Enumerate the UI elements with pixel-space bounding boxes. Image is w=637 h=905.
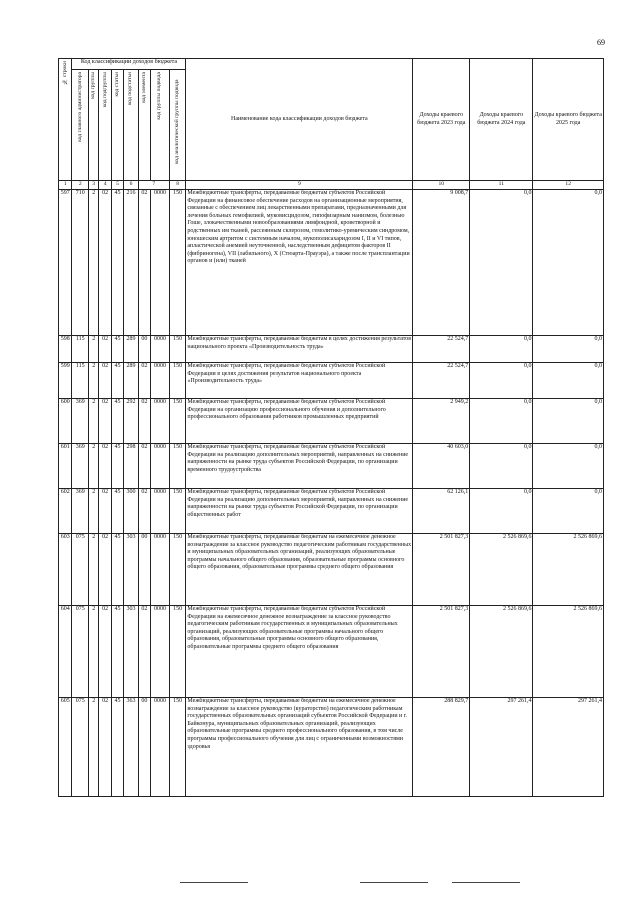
cell-subgroup: 02 [99,363,111,399]
cell-group: 2 [89,444,99,489]
header-income-2025: Доходы краевого бюджета 2025 года [533,59,604,181]
cell-y2025: 0,0 [533,336,604,363]
cell-admin: 369 [72,444,89,489]
cell-subgroup: 02 [99,399,111,444]
column-number: 5 [111,181,123,190]
table-row [59,363,604,399]
cell-admin: 369 [72,399,89,444]
cell-subgroup: 02 [99,190,111,336]
header-subgroup-code [99,70,111,181]
cell-subarticle: 216 [124,190,139,336]
cell-analytic: 150 [169,606,186,698]
cell-subarticle: 303 [124,606,139,698]
cell-group: 2 [89,606,99,698]
cell-y2023: 2 501 827,3 [413,534,470,606]
header-subtype-group-code [151,70,170,181]
cell-name: Межбюджетные трансферты, передаваемые бюджетам субъектов Российской Федерации на реализацию дополнительных мероприятий, направленных на снижение напряженности на рынке труда субъектов Российской Федерации, по организации временного трудоустройства [186,444,413,489]
header-admin-code-text: код главного администратора [76,72,83,142]
cell-element: 00 [138,534,150,606]
table-row [59,190,604,336]
column-number: 11 [470,181,533,190]
cell-name: Межбюджетные трансферты, передаваемые бюджетам в целях достижения результатов национального проекта «Производительность труда» [186,336,413,363]
cell-group: 2 [89,489,99,534]
cell-admin: 710 [72,190,89,336]
cell-no: 602 [59,489,72,534]
cell-article: 45 [111,698,123,797]
cell-group: 2 [89,190,99,336]
cell-group: 2 [89,399,99,444]
signature-line [180,882,248,883]
cell-no: 600 [59,399,72,444]
header-subgroup-code-text: код подгруппы [101,72,108,108]
cell-y2024: 0,0 [470,190,533,336]
cell-y2024: 0,0 [470,336,533,363]
header-element-code-text: код элемента [140,72,147,103]
cell-y2025: 0,0 [533,489,604,534]
table-row [59,444,604,489]
column-number: 2 [72,181,89,190]
column-number-row [59,181,604,190]
header-classification-group: Код классификации доходов бюджета [72,59,186,70]
cell-article: 45 [111,399,123,444]
cell-subarticle: 303 [124,534,139,606]
cell-element: 02 [138,363,150,399]
cell-element: 02 [138,190,150,336]
cell-y2025: 0,0 [533,399,604,444]
cell-y2025: 0,0 [533,363,604,399]
header-row-no-text: № строки [61,61,68,85]
column-number: 10 [413,181,470,190]
cell-analytic: 150 [169,444,186,489]
cell-admin: 115 [72,336,89,363]
header-income-2023: Доходы краевого бюджета 2023 года [413,59,470,181]
cell-y2025: 2 526 869,6 [533,606,604,698]
header-group-code-text: код группы [90,72,97,99]
cell-analytic: 150 [169,489,186,534]
column-number: 8 [169,181,186,190]
cell-y2023: 22 524,7 [413,363,470,399]
cell-name: Межбюджетные трансферты, передаваемые бюджетам субъектов Российской Федерации в целях достижения результатов национального проекта «Производительность труда» [186,363,413,399]
table-row [59,336,604,363]
cell-subtype: 0000 [151,399,170,444]
page-number: 69 [597,38,605,47]
signature-line [452,882,520,883]
header-article-code-text: код статьи [114,72,120,97]
cell-article: 45 [111,336,123,363]
cell-no: 601 [59,444,72,489]
cell-analytic: 150 [169,336,186,363]
cell-name: Межбюджетные трансферты, передаваемые бюджетам субъектов Российской Федерации на финансовое обеспечение расходов на организационные мероприятия, связанные с обеспечением лиц лекарственными препаратами, предназначенными для лечения больных гемофилией, муковисцидозом, гипофизарным нанизмом, болезнью Гоше, злокачественными новообразованиями лимфоидной, кроветворной и родственных им тканей, рассеянным склерозом, гемолитико-уремическим синдромом, юношеским артритом с системным началом, мукополисахаридозом I, II и VI типов, апластической анемией неуточненной, наследственным дефицитом факторов II (фибриногена), VII (лабильного), X (Стюарта-Прауэра), а также после трансплантации органов и (или) тканей [186,190,413,336]
cell-analytic: 150 [169,190,186,336]
cell-admin: 075 [72,534,89,606]
cell-subgroup: 02 [99,444,111,489]
column-number: 12 [533,181,604,190]
table-row [59,698,604,797]
cell-name: Межбюджетные трансферты, передаваемые бюджетам субъектов Российской Федерации на ежемесячное денежное вознаграждение за классное руководство педагогическим работникам государственных и муниципальных образовательных организаций, реализующих образовательные программы начального общего образования, образовательные программы основного общего образования, образовательные программы среднего общего образования [186,606,413,698]
cell-element: 00 [138,698,150,797]
column-number: 6 [124,181,139,190]
table-row [59,534,604,606]
cell-subgroup: 02 [99,698,111,797]
cell-analytic: 150 [169,363,186,399]
cell-y2023: 62 126,1 [413,489,470,534]
column-number: 7 [138,181,169,190]
cell-no: 604 [59,606,72,698]
cell-y2025: 0,0 [533,190,604,336]
cell-admin: 075 [72,698,89,797]
cell-element: 02 [138,489,150,534]
cell-article: 45 [111,606,123,698]
header-element-code [138,70,150,181]
cell-no: 597 [59,190,72,336]
cell-subtype: 0000 [151,606,170,698]
cell-article: 45 [111,489,123,534]
cell-subgroup: 02 [99,534,111,606]
cell-subtype: 0000 [151,534,170,606]
cell-subarticle: 289 [124,363,139,399]
cell-element: 02 [138,606,150,698]
cell-y2023: 22 524,7 [413,336,470,363]
table-row [59,606,604,698]
cell-y2024: 0,0 [470,444,533,489]
cell-subarticle: 363 [124,698,139,797]
cell-y2023: 2 949,2 [413,399,470,444]
header-article-code [111,70,123,181]
cell-subarticle: 298 [124,444,139,489]
cell-y2024: 0,0 [470,489,533,534]
cell-element: 02 [138,444,150,489]
cell-analytic: 150 [169,534,186,606]
cell-y2024: 297 261,4 [470,698,533,797]
cell-subtype: 0000 [151,336,170,363]
header-row-no [59,59,72,181]
header-subarticle-code-text: код подстатьи [127,72,134,106]
cell-group: 2 [89,363,99,399]
header-analytic-group-code [169,70,186,181]
cell-no: 599 [59,363,72,399]
cell-subgroup: 02 [99,336,111,363]
header-income-2024: Доходы краевого бюджета 2024 года [470,59,533,181]
cell-admin: 115 [72,363,89,399]
cell-y2025: 2 526 869,6 [533,534,604,606]
budget-income-table [58,58,604,797]
signature-line [360,882,428,883]
cell-name: Межбюджетные трансферты, передаваемые бюджетам субъектов Российской Федерации на организацию профессионального обучения и дополнительного профессионального образования работников промышленных предприятий [186,399,413,444]
cell-name: Межбюджетные трансферты, передаваемые бюджетам на ежемесячное денежное вознаграждение за классное руководство педагогическим работникам государственных и муниципальных образовательных организаций, реализующих образовательные программы начального общего образования, образовательные программы основного общего образования, образовательные программы среднего общего образования [186,534,413,606]
cell-y2023: 288 829,7 [413,698,470,797]
cell-subgroup: 02 [99,489,111,534]
cell-group: 2 [89,698,99,797]
header-name: Наименование кода классификации доходов бюджета [186,59,413,181]
cell-y2023: 2 501 827,3 [413,606,470,698]
cell-name: Межбюджетные трансферты, передаваемые бюджетам субъектов Российской Федерации на реализацию дополнительных мероприятий, направленных на снижение напряженности на рынке труда субъектов Российской Федерации, по организации общественных работ [186,489,413,534]
cell-no: 603 [59,534,72,606]
header-group-code [89,70,99,181]
cell-subtype: 0000 [151,698,170,797]
column-number: 3 [89,181,99,190]
cell-y2025: 297 261,4 [533,698,604,797]
header-subarticle-code [124,70,139,181]
column-number: 4 [99,181,111,190]
cell-article: 45 [111,363,123,399]
cell-y2023: 9 008,7 [413,190,470,336]
cell-admin: 075 [72,606,89,698]
header-analytic-group-code-text: код аналитической группы подвида [174,79,181,165]
header-subtype-group-code-text: код группы подвида [156,72,163,120]
cell-y2025: 0,0 [533,444,604,489]
cell-subtype: 0000 [151,190,170,336]
column-number: 1 [59,181,72,190]
cell-y2023: 40 603,0 [413,444,470,489]
cell-subgroup: 02 [99,606,111,698]
cell-y2024: 0,0 [470,363,533,399]
cell-subtype: 0000 [151,489,170,534]
cell-subarticle: 289 [124,336,139,363]
table-row [59,489,604,534]
cell-element: 00 [138,336,150,363]
cell-subtype: 0000 [151,363,170,399]
cell-group: 2 [89,534,99,606]
header-admin-code [72,70,89,181]
cell-subarticle: 292 [124,399,139,444]
cell-analytic: 150 [169,698,186,797]
cell-group: 2 [89,336,99,363]
cell-y2024: 2 526 869,6 [470,606,533,698]
cell-subtype: 0000 [151,444,170,489]
cell-y2024: 2 526 869,6 [470,534,533,606]
cell-admin: 369 [72,489,89,534]
cell-element: 02 [138,399,150,444]
cell-no: 598 [59,336,72,363]
cell-article: 45 [111,444,123,489]
cell-subarticle: 300 [124,489,139,534]
cell-name: Межбюджетные трансферты, передаваемые бюджетам на ежемесячное денежное вознаграждение за классное руководство (кураторство) педагогическим работникам государственных образовательных организаций субъектов Российской Федерации и г. Байконура, муниципальных образовательных организаций, реализующих образовательные программы среднего профессионального образования, в том числе программы профессионального обучения для лиц с ограниченными возможностями здоровья [186,698,413,797]
cell-no: 605 [59,698,72,797]
table-row [59,399,604,444]
cell-article: 45 [111,190,123,336]
cell-article: 45 [111,534,123,606]
cell-analytic: 150 [169,399,186,444]
column-number: 9 [186,181,413,190]
cell-y2024: 0,0 [470,399,533,444]
